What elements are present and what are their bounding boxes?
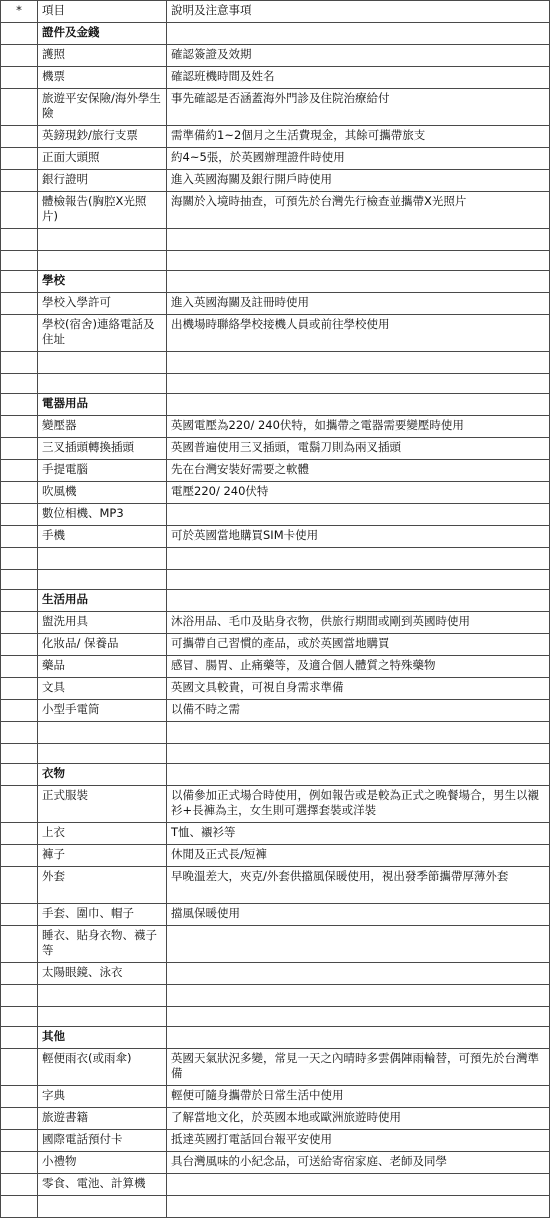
blank-row — [1, 985, 550, 1007]
check-cell — [1, 656, 38, 678]
spacer-row — [1, 1007, 550, 1027]
item-desc: 具台灣風味的小紀念品，可送給寄宿家庭、老師及同學 — [167, 1152, 550, 1174]
empty-cell — [38, 1007, 167, 1027]
empty-cell — [38, 722, 167, 744]
table-row — [1, 293, 550, 315]
empty-cell — [38, 570, 167, 590]
empty-cell — [38, 548, 167, 570]
item-name: 數位相機、MP3 — [38, 504, 167, 526]
item-name: 銀行證明 — [38, 170, 167, 192]
spacer-row — [1, 744, 550, 764]
check-cell — [1, 823, 38, 845]
item-name: 外套 — [38, 867, 167, 904]
empty-cell — [1, 352, 38, 374]
table-row — [1, 1086, 550, 1108]
item-desc: 先在台灣安裝好需要之軟體 — [167, 460, 550, 482]
table-row — [1, 526, 550, 548]
table-row — [1, 192, 550, 229]
check-cell — [1, 1152, 38, 1174]
empty-cell — [38, 985, 167, 1007]
empty-cell — [1, 1007, 38, 1027]
check-cell — [1, 460, 38, 482]
empty-cell — [1, 374, 38, 394]
spacer-row — [1, 251, 550, 271]
section-desc-cell — [167, 394, 550, 416]
table-row — [1, 634, 550, 656]
item-desc: 進入英國海關及銀行開戶時使用 — [167, 170, 550, 192]
item-name: 英鎊現鈔/旅行支票 — [38, 126, 167, 148]
check-cell — [1, 700, 38, 722]
check-cell — [1, 67, 38, 89]
section-row — [1, 764, 550, 786]
table-row — [1, 67, 550, 89]
section-row — [1, 590, 550, 612]
empty-cell — [1, 722, 38, 744]
table-row — [1, 315, 550, 352]
spacer-row — [1, 570, 550, 590]
header-marker: * — [1, 1, 38, 23]
blank-row — [1, 229, 550, 251]
item-desc: 確認班機時間及姓名 — [167, 67, 550, 89]
table-row — [1, 438, 550, 460]
item-desc: 沐浴用品、毛巾及貼身衣物，供旅行期間或剛到英國時使用 — [167, 612, 550, 634]
section-title: 學校 — [38, 271, 167, 293]
item-name: 手套、圍巾、帽子 — [38, 904, 167, 926]
section-title: 生活用品 — [38, 590, 167, 612]
table-row — [1, 867, 550, 904]
check-cell — [1, 786, 38, 823]
check-cell — [1, 612, 38, 634]
table-row — [1, 170, 550, 192]
empty-cell — [38, 251, 167, 271]
table-row — [1, 656, 550, 678]
check-cell — [1, 1174, 38, 1196]
item-desc: 英國天氣狀況多變，常見一天之內晴時多雲偶陣雨輪替，可預先於台灣準備 — [167, 1049, 550, 1086]
item-desc: 感冒、腸胃、止痛藥等，及適合個人體質之特殊藥物 — [167, 656, 550, 678]
check-cell — [1, 293, 38, 315]
item-desc: 海關於入境時抽查，可預先於台灣先行檢查並攜帶X光照片 — [167, 192, 550, 229]
check-cell — [1, 904, 38, 926]
table-row — [1, 416, 550, 438]
check-cell — [1, 148, 38, 170]
section-marker-cell — [1, 590, 38, 612]
table-row — [1, 148, 550, 170]
item-desc: 可攜帶自己習慣的產品，或於英國當地購買 — [167, 634, 550, 656]
check-cell — [1, 1049, 38, 1086]
checklist-body — [1, 1, 550, 1218]
check-cell — [1, 926, 38, 963]
item-name: 小禮物 — [38, 1152, 167, 1174]
empty-cell — [1, 251, 38, 271]
check-cell — [1, 526, 38, 548]
check-cell — [1, 867, 38, 904]
item-desc: 以備參加正式場合時使用，例如報告或是較為正式之晚餐場合，男生以襯衫+長褲為主，女生則可選擇套裝或洋裝 — [167, 786, 550, 823]
section-row — [1, 1027, 550, 1049]
item-desc: 英國普遍使用三叉插頭，電鬍刀則為兩叉插頭 — [167, 438, 550, 460]
item-name: 手機 — [38, 526, 167, 548]
section-marker-cell — [1, 23, 38, 45]
item-name: 褲子 — [38, 845, 167, 867]
empty-cell — [167, 985, 550, 1007]
item-name: 睡衣、貼身衣物、襪子等 — [38, 926, 167, 963]
section-desc-cell — [167, 23, 550, 45]
empty-cell — [167, 744, 550, 764]
table-row — [1, 482, 550, 504]
check-cell — [1, 482, 38, 504]
item-desc: 出機場時聯絡學校接機人員或前往學校使用 — [167, 315, 550, 352]
table-row — [1, 678, 550, 700]
item-name: 旅遊平安保險/海外學生險 — [38, 89, 167, 126]
check-cell — [1, 1086, 38, 1108]
empty-cell — [167, 251, 550, 271]
item-desc — [167, 963, 550, 985]
table-row — [1, 845, 550, 867]
item-desc: 擋風保暖使用 — [167, 904, 550, 926]
table-row — [1, 904, 550, 926]
item-desc: 抵達英國打電話回台報平安使用 — [167, 1130, 550, 1152]
item-name: 正面大頭照 — [38, 148, 167, 170]
item-desc: 進入英國海關及註冊時使用 — [167, 293, 550, 315]
empty-cell — [167, 1196, 550, 1218]
check-cell — [1, 634, 38, 656]
item-desc: 確認簽證及效期 — [167, 45, 550, 67]
section-title: 電器用品 — [38, 394, 167, 416]
empty-cell — [38, 352, 167, 374]
empty-cell — [38, 1196, 167, 1218]
item-name: 學校(宿舍)連絡電話及住址 — [38, 315, 167, 352]
section-marker-cell — [1, 764, 38, 786]
table-row — [1, 823, 550, 845]
item-desc — [167, 504, 550, 526]
item-name: 三叉插頭轉換插頭 — [38, 438, 167, 460]
table-row — [1, 126, 550, 148]
section-desc-cell — [167, 271, 550, 293]
item-desc: 輕便可隨身攜帶於日常生活中使用 — [167, 1086, 550, 1108]
empty-cell — [1, 548, 38, 570]
section-marker-cell — [1, 271, 38, 293]
table-row — [1, 89, 550, 126]
table-row — [1, 1174, 550, 1196]
section-title: 衣物 — [38, 764, 167, 786]
table-row — [1, 786, 550, 823]
check-cell — [1, 89, 38, 126]
empty-cell — [167, 1007, 550, 1027]
item-desc: 可於英國當地購買SIM卡使用 — [167, 526, 550, 548]
header-row — [1, 1, 550, 23]
item-desc: 休閒及正式長/短褲 — [167, 845, 550, 867]
item-name: 手提電腦 — [38, 460, 167, 482]
item-name: 字典 — [38, 1086, 167, 1108]
empty-cell — [167, 570, 550, 590]
check-cell — [1, 963, 38, 985]
empty-cell — [1, 1196, 38, 1218]
item-desc: 英國文具較貴，可視自身需求準備 — [167, 678, 550, 700]
blank-row — [1, 1196, 550, 1218]
item-name: 機票 — [38, 67, 167, 89]
item-name: 零食、電池、計算機 — [38, 1174, 167, 1196]
item-desc: 事先確認是否涵蓋海外門診及住院治療給付 — [167, 89, 550, 126]
item-desc — [167, 926, 550, 963]
check-cell — [1, 416, 38, 438]
section-title: 證件及金錢 — [38, 23, 167, 45]
table-row — [1, 45, 550, 67]
check-cell — [1, 1108, 38, 1130]
section-row — [1, 271, 550, 293]
item-name: 護照 — [38, 45, 167, 67]
item-desc — [167, 1174, 550, 1196]
item-name: 藥品 — [38, 656, 167, 678]
item-desc: 約4~5張，於英國辦理證件時使用 — [167, 148, 550, 170]
section-title: 其他 — [38, 1027, 167, 1049]
check-cell — [1, 678, 38, 700]
empty-cell — [1, 985, 38, 1007]
check-cell — [1, 192, 38, 229]
section-marker-cell — [1, 1027, 38, 1049]
item-name: 小型手電筒 — [38, 700, 167, 722]
item-name: 太陽眼鏡、泳衣 — [38, 963, 167, 985]
check-cell — [1, 170, 38, 192]
item-name: 吹風機 — [38, 482, 167, 504]
check-cell — [1, 845, 38, 867]
header-item: 項目 — [38, 1, 167, 23]
item-desc: 早晚溫差大，夾克/外套供擋風保暖使用，視出發季節攜帶厚薄外套 — [167, 867, 550, 904]
table-row — [1, 1130, 550, 1152]
section-row — [1, 394, 550, 416]
check-cell — [1, 45, 38, 67]
item-name: 正式服裝 — [38, 786, 167, 823]
check-cell — [1, 1130, 38, 1152]
table-row — [1, 504, 550, 526]
item-name: 盥洗用具 — [38, 612, 167, 634]
blank-row — [1, 352, 550, 374]
table-row — [1, 1108, 550, 1130]
item-desc: 以備不時之需 — [167, 700, 550, 722]
check-cell — [1, 438, 38, 460]
item-desc: 電壓220/ 240伏特 — [167, 482, 550, 504]
empty-cell — [167, 229, 550, 251]
section-desc-cell — [167, 1027, 550, 1049]
item-name: 體檢報告(胸腔X光照片) — [38, 192, 167, 229]
table-row — [1, 926, 550, 963]
empty-cell — [38, 744, 167, 764]
item-name: 輕便雨衣(或雨傘) — [38, 1049, 167, 1086]
check-cell — [1, 126, 38, 148]
section-desc-cell — [167, 590, 550, 612]
check-cell — [1, 504, 38, 526]
item-name: 國際電話預付卡 — [38, 1130, 167, 1152]
section-marker-cell — [1, 394, 38, 416]
check-cell — [1, 315, 38, 352]
section-desc-cell — [167, 764, 550, 786]
item-desc: T恤、襯衫等 — [167, 823, 550, 845]
empty-cell — [38, 374, 167, 394]
table-row — [1, 1152, 550, 1174]
empty-cell — [167, 374, 550, 394]
item-name: 學校入學許可 — [38, 293, 167, 315]
blank-row — [1, 722, 550, 744]
header-desc: 說明及注意事項 — [167, 1, 550, 23]
empty-cell — [1, 229, 38, 251]
table-row — [1, 963, 550, 985]
empty-cell — [38, 229, 167, 251]
table-row — [1, 460, 550, 482]
empty-cell — [1, 570, 38, 590]
item-name: 文具 — [38, 678, 167, 700]
empty-cell — [167, 548, 550, 570]
item-desc: 英國電壓為220/ 240伏特，如攜帶之電器需要變壓時使用 — [167, 416, 550, 438]
blank-row — [1, 548, 550, 570]
item-name: 化妝品/ 保養品 — [38, 634, 167, 656]
item-desc: 了解當地文化，於英國本地或歐洲旅遊時使用 — [167, 1108, 550, 1130]
table-row — [1, 1049, 550, 1086]
table-row — [1, 700, 550, 722]
item-desc: 需準備約1~2個月之生活費現金，其餘可攜帶旅支 — [167, 126, 550, 148]
section-row — [1, 23, 550, 45]
item-name: 旅遊書籍 — [38, 1108, 167, 1130]
empty-cell — [1, 744, 38, 764]
table-row — [1, 612, 550, 634]
empty-cell — [167, 352, 550, 374]
item-name: 上衣 — [38, 823, 167, 845]
spacer-row — [1, 374, 550, 394]
empty-cell — [167, 722, 550, 744]
item-name: 變壓器 — [38, 416, 167, 438]
